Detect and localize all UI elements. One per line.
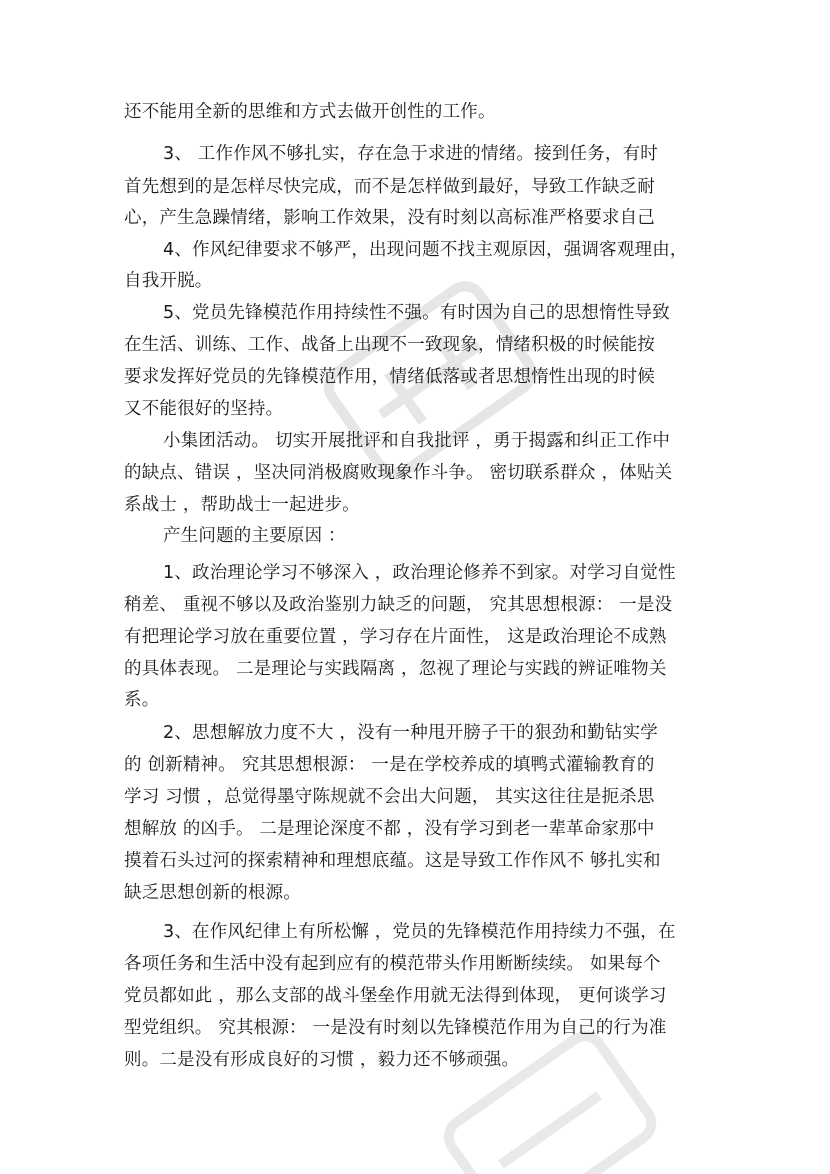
text-line: 小集团活动。 切实开展批评和自我批评 ，勇于揭露和纠正工作中 [163, 431, 671, 451]
text-line: 首先想到的是怎样尽快完成，而不是怎样做到最好，导致工作缺乏耐 [124, 177, 655, 197]
text-line: 的具体表现。 二是理论与实践隔离 ，忽视了理论与实践的辨证唯物关 [124, 659, 667, 679]
text-line: 还不能用全新的思维和方式去做开创性的工作。 [124, 102, 496, 122]
text-line: 则。二是没有形成良好的习惯 ，毅力还不够顽强。 [124, 1050, 520, 1070]
text-line: 在生活、训练、工作、战备上出现不一致现象，情绪积极的时候能按 [124, 335, 655, 355]
text-line: 2、思想解放力度不大 ，没有一种甩开膀子干的狠劲和勤钻实学 [163, 723, 658, 743]
text-line: 型党组织。 究其根源： 一是没有时刻以先锋模范作用为自己的行为准 [124, 1018, 667, 1038]
text-line: 心，产生急躁情绪，影响工作效果，没有时刻以高标准严格要求自己 [124, 208, 655, 228]
text-line: 自我开脱。 [124, 271, 213, 291]
text-line: 缺乏思想创新的根源。 [124, 883, 301, 903]
text-line: 产生问题的主要原因 ： [163, 526, 346, 546]
text-line: 3、 工作作风不够扎实，存在急于求进的情绪。接到任务，有时 [163, 144, 658, 164]
text-line: 想解放 的凶手。 二是理论深度不都 ，没有学习到老一辈革命家那中 [124, 819, 655, 839]
text-line: 党员都如此 ，那么支部的战斗堡垒作用就无法得到体现， 更何谈学习 [124, 986, 667, 1006]
text-line: 又不能很好的坚持。 [124, 399, 284, 419]
text-line: 有把理论学习放在重要位置 ，学习存在片面性， 这是政治理论不成熟 [124, 627, 667, 647]
text-line: 各项任务和生活中没有起到应有的模范带头作用断断续续。 如果每个 [124, 954, 661, 974]
text-line: 5、党员先锋模范作用持续性不强。有时因为自己的思想惰性导致 [163, 303, 670, 323]
text-line: 系。 [124, 690, 160, 710]
text-line: 摸着石头过河的探索精神和理想底蕴。这是导致工作作风不 够扎实和 [124, 851, 661, 871]
text-line: 要求发挥好党员的先锋模范作用，情绪低落或者思想惰性出现的时候 [124, 367, 655, 387]
text-line: 1、政治理论学习不够深入 ，政治理论修养不到家。对学习自觉性 [163, 563, 676, 583]
text-line: 学习 习惯 ，总觉得墨守陈规就不会出大问题， 其实这往往是扼杀思 [124, 787, 655, 807]
text-line: 3、在作风纪律上有所松懈 ，党员的先锋模范作用持续力不强，在 [163, 922, 676, 942]
text-line: 的 创新精神。 究其思想根源： 一是在学校养成的填鸭式灌输教育的 [124, 755, 655, 775]
text-line: 稍差、 重视不够以及政治鉴别力缺乏的问题， 究其思想根源： 一是没 [124, 595, 673, 615]
text-line: 的缺点、错误 ，坚决同消极腐败现象作斗争。 密切联系群众 ，体贴关 [124, 463, 673, 483]
text-line: 系战士 ，帮助战士一起进步。 [124, 495, 360, 515]
text-line: 4、作风纪律要求不够严，出现问题不找主观原因，强调客观理由， [163, 240, 688, 260]
